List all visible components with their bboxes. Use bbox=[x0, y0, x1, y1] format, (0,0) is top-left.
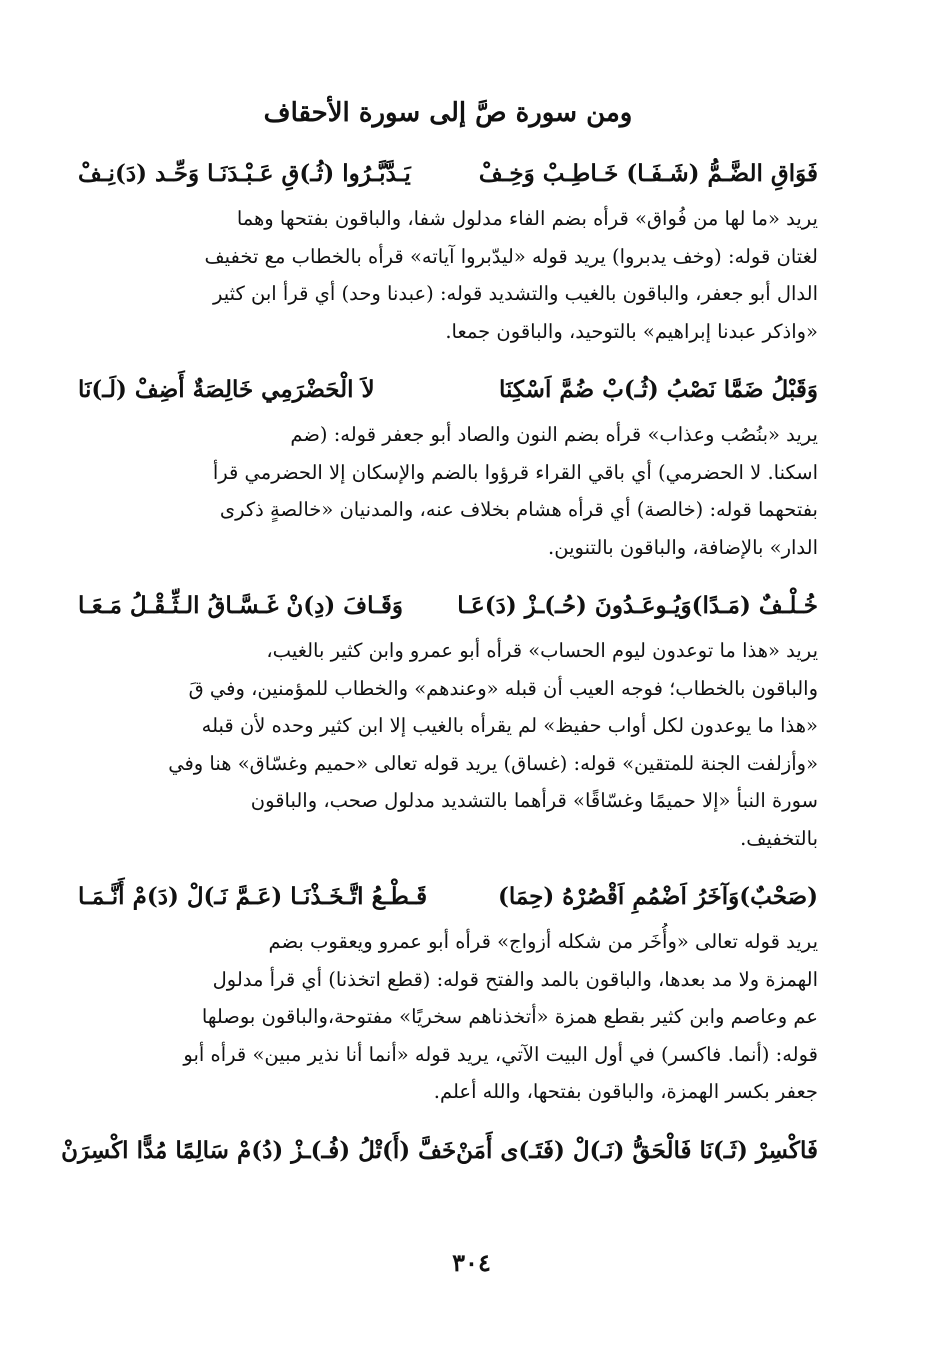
commentary-line: سورة النبأ «إلا حميمًا وغسّاقًا» قرأهما بالتشديد مدلول صحب، والباقون bbox=[250, 789, 818, 812]
commentary-line: الدال أبو جعفر، والباقون بالغيب والتشديد قوله: (عبدنا وحد) أي قرأ ابن كثير bbox=[213, 282, 818, 305]
commentary-line: الدار» بالإضافة، والباقون بالتنوين. bbox=[548, 535, 818, 559]
verse-hemistich-left: وَقَـافَ (دِ)نْ غَـسَّـاقُ الـثِّـقْـلُ مَـعَـا bbox=[78, 592, 403, 619]
commentary-line: «وأزلفت الجنة للمتقين» قوله: (غساق) يريد قوله تعالى «حميم وغسّاق» هنا وفي bbox=[168, 751, 818, 775]
sections-container bbox=[61, 148, 818, 1177]
commentary-line: والباقون بالخطاب؛ فوجه العيب أن قبله «وعندهم» والخطاب للمؤمنين، وفي قَ bbox=[188, 676, 818, 700]
commentary-paragraph-2 bbox=[78, 416, 818, 566]
verse-hemistich-right: خُـلْـفٌ (مَـدًا)وَيُـوعَـدُونَ (حُـ)ـزْ (دَ)عَـا bbox=[457, 592, 818, 619]
verse-hemistich-right: وَقَبْلُ ضَمَّا نَصْبُ (ثُـ)بْ ضُمَّ اَسْكِنَا bbox=[499, 376, 818, 403]
commentary-line: جعفر بكسر الهمزة، والباقون بفتحها، والله أعلم. bbox=[433, 1080, 818, 1103]
verse-hemistich-left: قَـطْـعُ اتَّـخَـذْنَـا (عَـمَّ نَـ)لْ (دَ)مْ أَنَّـمَـا bbox=[78, 883, 428, 910]
commentary-line: الهمزة ولا مد بعدها، والباقون بالمد والفتح قوله: (قطع اتخذنا) أي قرأ مدلول bbox=[212, 967, 818, 991]
commentary-line: بالتخفيف. bbox=[740, 826, 818, 850]
commentary-line: يريد قوله تعالى «وأُخَر من شكله أزواج» قرأه أبو عمرو ويعقوب بضم bbox=[268, 930, 818, 953]
commentary-paragraph-3 bbox=[78, 632, 818, 857]
verse-hemistich-left: لاَ الْحَضْرَمِي خَالِصَةٌ أَضِفْ (لَـ)نَا bbox=[78, 376, 375, 403]
verse-hemistich-left: يَـدَّبَّـرُوا (ثُـ)قِ عَـبْـدَنَـا وَحِّـد (دَ)نِـفْ bbox=[78, 160, 411, 187]
commentary-line: «واذكر عبدنا إبراهيم» بالتوحيد، والباقون جمعا. bbox=[445, 319, 818, 343]
commentary-line: اسكنا. لا الحضرمي) أي باقي القراء قرؤوا بالضم والإسكان إلا الحضرمي قرأ bbox=[212, 460, 818, 484]
commentary-line: عم وعاصم وابن كثير بقطع همزة «أتخذناهم سخريًا» مفتوحة،والباقون بوصلها bbox=[201, 1005, 818, 1028]
commentary-line: يريد «ما لها من فُواق» قرأه بضم الفاء مدلول شفا، والباقون بفتحها وهما bbox=[236, 207, 818, 230]
commentary-paragraph-4 bbox=[78, 923, 818, 1111]
page-number: ٣٠٤ bbox=[452, 1248, 491, 1277]
verse-line-4 bbox=[78, 871, 818, 923]
document-page bbox=[61, 88, 818, 1177]
commentary-line: يريد «هذا ما توعدون ليوم الحساب» قرأه أبو عمرو وابن كثير بالغيب، bbox=[266, 639, 818, 662]
commentary-line: بفتحهما قوله: (خالصة) أي قرأه هشام بخلاف عنه، والمدنيان «خالصةٍ ذكرى bbox=[219, 498, 818, 521]
verse-line-5 bbox=[61, 1125, 818, 1177]
verse-hemistich-right: (صَحْبٌ)وَآخَرُ اَضْمُمِ اَقْصُرْهُ (حِمَا) bbox=[497, 883, 818, 910]
verse-line-1 bbox=[78, 148, 818, 200]
verse-hemistich-left: خَفَّ (أَ)تْلُ (فُـ)ـزْ (دُ)مْ سَالِمًا مُدًّا اكْسِرَنْ bbox=[61, 1136, 457, 1164]
commentary-line: يريد «بنُصُب وعذاب» قرأه بضم النون والصاد أبو جعفر قوله: (ضم bbox=[290, 423, 818, 446]
verse-line-3 bbox=[78, 580, 818, 632]
commentary-paragraph-1 bbox=[78, 200, 818, 350]
verse-hemistich-right: فَوَاقِ الضَّـمُّ (شَـفَـا) خَـاطِـبْ وَخِـفْ bbox=[478, 160, 818, 187]
commentary-line: قوله: (أنما. فاكسر) في أول البيت الآتي، يريد قوله «أنما أنا نذير مبين» قرأه أبو bbox=[183, 1042, 818, 1066]
chapter-title: ومن سورة صَّ إلى سورة الأحقاف bbox=[263, 98, 633, 128]
verse-line-2 bbox=[78, 364, 818, 416]
commentary-line: «هذا ما يوعدون لكل أواب حفيظ» لم يقرأه بالغيب إلا ابن كثير وحده لأن قبله bbox=[201, 714, 818, 737]
commentary-line: لغتان قوله: (وخف يدبروا) يريد قوله «ليدّبروا آياته» قرأه بالخطاب مع تخفيف bbox=[204, 244, 818, 268]
verse-hemistich-right: فَاكْسِرْ (ثَـ)نَا فَالْحَقُّ (نَـ)لْ (فَتَـ)ى أَمَنْ bbox=[456, 1136, 818, 1164]
